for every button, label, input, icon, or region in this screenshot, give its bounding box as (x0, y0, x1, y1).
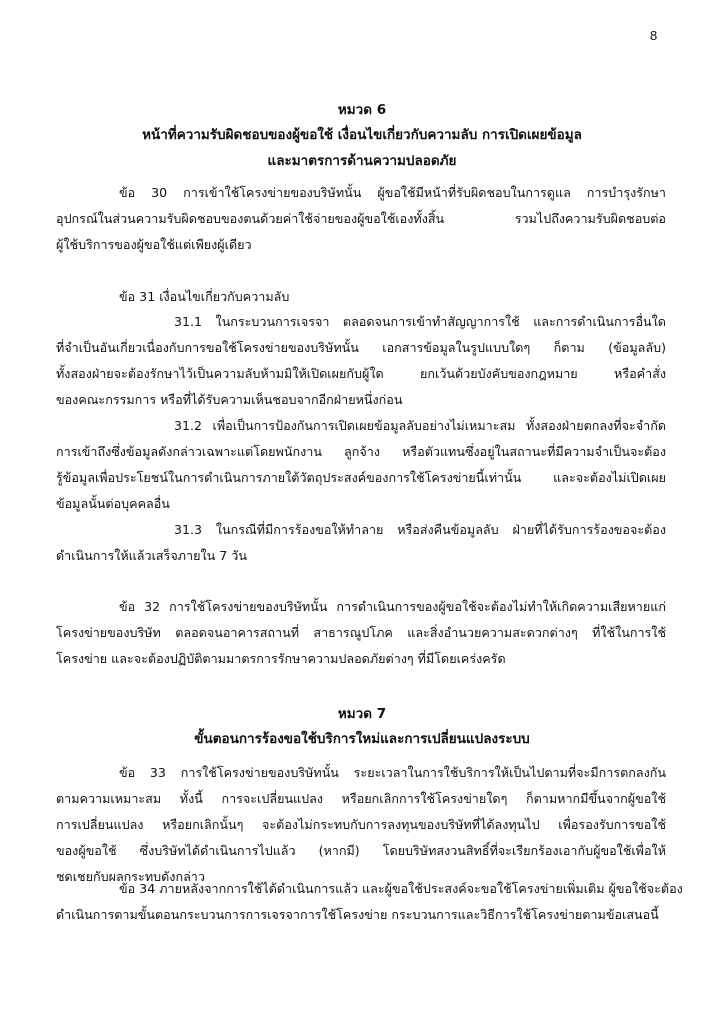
clause-32-line-1: ข้อ 32 การใช้โครงข่ายของบริษัทนั้น การดำเนินการของผู้ขอใช้จะต้องไม่ทำให้เกิดความเสียหายแก่ (119, 599, 666, 614)
clause-30-line-3: ผู้ใช้บริการของผู้ขอใช้แต่เพียงผู้เดียว (56, 237, 252, 252)
page-number: 8 (650, 28, 658, 43)
chapter-7-label: หมวด 7 (337, 706, 387, 722)
clause-33-line-4: ของผู้ขอใช้ ซึ่งบริษัทได้ดำเนินการไปแล้ว (หากมี) โดยบริษัทสงวนสิทธิ์ที่จะเรียกร้องเอากับผู้ขอใช้เพื่อให้ (56, 843, 666, 858)
clause-31-1-line-1: 31.1 ในกระบวนการเจรจา ตลอดจนการเข้าทำสัญญาการใช้ และการดำเนินการอื่นใด (174, 314, 666, 329)
clause-33-line-2: ตามความเหมาะสม ทั้งนี้ การจะเปลี่ยนแปลง หรือยกเลิกการใช้โครงข่ายใดๆ ก็ตามหากมีขึ้นจากผู้ขอใช้ (56, 791, 666, 806)
clause-33-line-3: การเปลี่ยนแปลง หรือยกเลิกนั้นๆ จะต้องไม่กระทบกับการลงทุนของบริษัทที่ได้ลงทุนไป เพื่อรองรับการขอใช้ (56, 817, 666, 832)
clause-32-line-2: โครงข่ายของบริษัท ตลอดจนอาคารสถานที่ สาธารณูปโภค และสิ่งอำนวยความสะดวกต่างๆ ที่ใช้ในการใช้ (56, 625, 666, 640)
clause-31-2-line-1: 31.2 เพื่อเป็นการป้องกันการเปิดเผยข้อมูลลับอย่างไม่เหมาะสม ทั้งสองฝ่ายตกลงที่จะจำกัด (174, 418, 666, 433)
clause-31-2-line-2: การเข้าถึงซึ่งข้อมูลดังกล่าวเฉพาะแต่โดยพนักงาน ลูกจ้าง หรือตัวแทนซึ่งอยู่ในสถานะที่มีความจำเป็นจะต้อง (56, 444, 666, 459)
clause-31-3-line-1: 31.3 ในกรณีที่มีการร้องขอให้ทำลาย หรือส่งคืนข้อมูลลับ ฝ่ายที่ได้รับการร้องขอจะต้อง (174, 522, 666, 537)
clause-33-line-1: ข้อ 33 การใช้โครงข่ายของบริษัทนั้น ระยะเวลาในการใช้บริการให้เป็นไปตามที่จะมีการตกลงกัน (119, 765, 666, 780)
clause-31-heading: ข้อ 31 เงื่อนไขเกี่ยวกับความลับ (119, 289, 290, 304)
clause-31-1-line-2: ที่จำเป็นอันเกี่ยวเนื่องกับการขอใช้โครงข่ายของบริษัทนั้น เอกสารข้อมูลในรูปแบบใดๆ ก็ตาม (ข้อมูลลับ) (56, 340, 666, 355)
chapter-6-title-line-1: หน้าที่ความรับผิดชอบของผู้ขอใช้ เงื่อนไขเกี่ยวกับความลับ การเปิดเผยข้อมูล (142, 127, 582, 143)
clause-30-line-1: ข้อ 30 การเข้าใช้โครงข่ายของบริษัทนั้น ผู้ขอใช้มีหน้าที่รับผิดชอบในการดูแล การบำรุงรักษา (119, 185, 666, 200)
clause-31-1-line-3: ทั้งสองฝ่ายจะต้องรักษาไว้เป็นความลับห้ามมิให้เปิดเผยกับผู้ใด ยกเว้นด้วยบังคับของกฎหมาย หรือคำสั่ง (56, 366, 666, 381)
clause-34-line-1: ข้อ 34 ภายหลังจากการใช้ได้ดำเนินการแล้ว และผู้ขอใช้ประสงค์จะขอใช้โครงข่ายเพิ่มเติม ผู้ขอใช้จะต้อง (119, 881, 683, 896)
clause-31-3-line-2: ดำเนินการให้แล้วเสร็จภายใน 7 วัน (56, 548, 247, 563)
clause-32-line-3: โครงข่าย และจะต้องปฏิบัติตามมาตรการรักษาความปลอดภัยต่างๆ ที่มีโดยเคร่งครัด (56, 651, 506, 666)
chapter-6-title-line-2: และมาตรการด้านความปลอดภัย (267, 153, 457, 169)
clause-34-line-2: ดำเนินการตามขั้นตอนกระบวนการการเจรจาการใช้โครงข่าย กระบวนการและวิธีการใช้โครงข่ายตามข้อเสนอนี้ (56, 907, 659, 922)
clause-33-line-5: ชดเชยกับผลกระทบดังกล่าว (56, 869, 205, 884)
clause-31-2-line-3: รู้ข้อมูลเพื่อประโยชน์ในการดำเนินการภายใต้วัตถุประสงค์ของการใช้โครงข่ายนี้เท่านั้น และจะต้องไม่เปิดเผย (56, 470, 666, 485)
clause-30-line-2: อุปกรณ์ในส่วนความรับผิดชอบของตนด้วยค่าใช้จ่ายของผู้ขอใช้เองทั้งสิ้น รวมไปถึงความรับผิดชอบต่อ (56, 211, 666, 226)
clause-31-1-line-4: ของคณะกรรมการ หรือที่ได้รับความเห็นชอบจากอีกฝ่ายหนึ่งก่อน (56, 392, 403, 407)
chapter-6-label: หมวด 6 (337, 102, 387, 118)
clause-31-2-line-4: ข้อมูลนั้นต่อบุคคลอื่น (56, 496, 170, 511)
chapter-7-title: ขั้นตอนการร้องขอใช้บริการใหม่และการเปลี่ยนแปลงระบบ (194, 731, 530, 747)
